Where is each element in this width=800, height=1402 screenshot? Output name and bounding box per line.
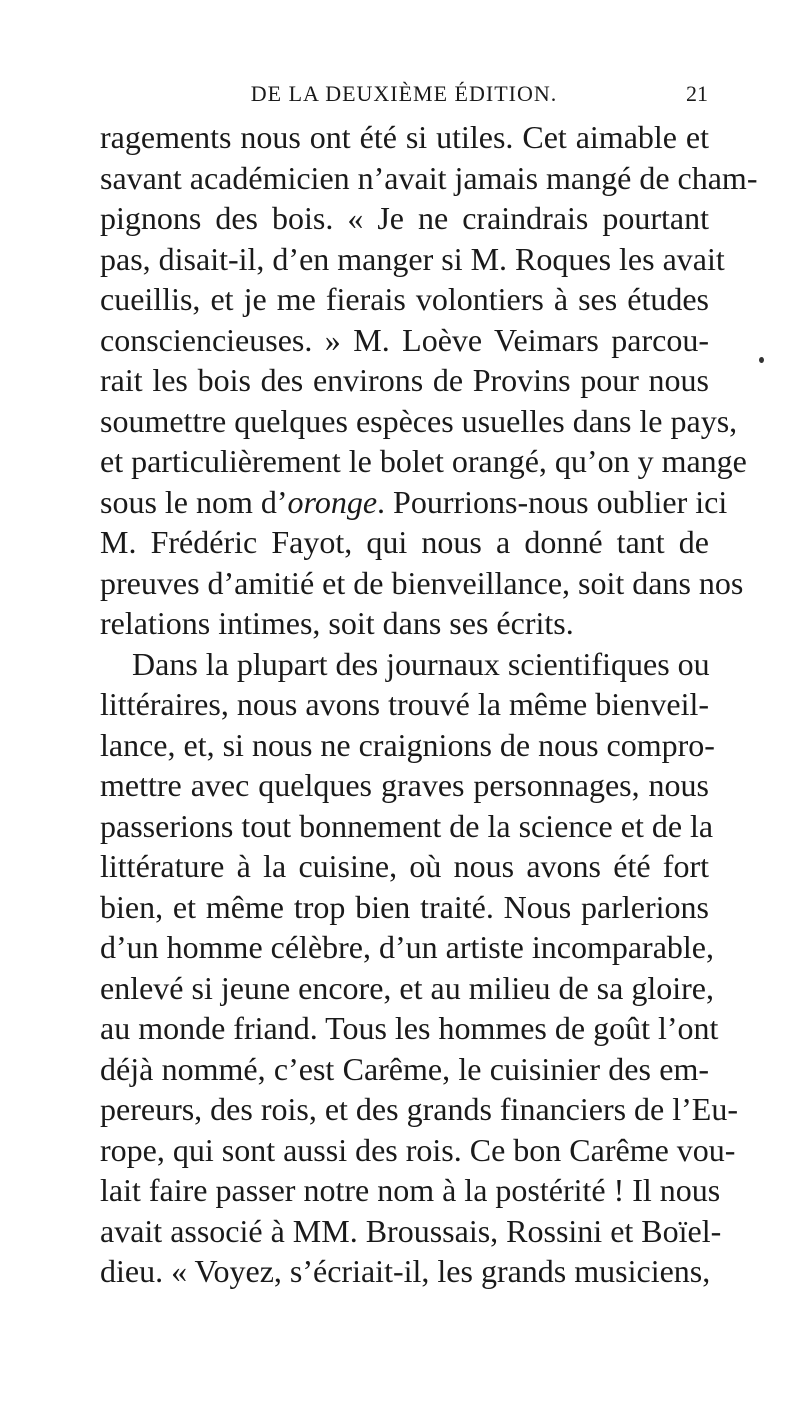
text-line: enlevé si jeune encore, et au milieu de sa gloire,: [100, 969, 714, 1006]
running-title: DE LA DEUXIÈME ÉDITION.: [250, 81, 558, 106]
text-segment: . Pourrions-nous oublier ici: [377, 483, 728, 520]
text-line: avait associé à MM. Broussais, Rossini et Boïel-: [100, 1212, 722, 1249]
text-line: pereurs, des rois, et des grands financiers de l’Eu-: [100, 1091, 738, 1127]
text-line: cueillis, et je me fierais volontiers à ses études: [100, 281, 709, 317]
text-line: soumettre quelques espèces usuelles dans le pays,: [100, 402, 738, 439]
text-line: rope, qui sont aussi des rois. Ce bon Carême vou-: [100, 1131, 736, 1168]
text-line: au monde friand. Tous les hommes de goût l’ont: [100, 1010, 719, 1046]
italic-term: oronge: [287, 483, 378, 520]
body-text: [100, 117, 758, 1292]
text-line: déjà nommé, c’est Carême, le cuisinier des em-: [100, 1050, 709, 1087]
page-number: 21: [686, 81, 708, 106]
text-line-with-italic: [100, 482, 728, 523]
text-line: lance, et, si nous ne craignions de nous compro-: [100, 726, 715, 763]
text-segment: sous le nom d’: [100, 483, 288, 520]
text-line: lait faire passer notre nom à la postérité ! Il nous: [100, 1172, 721, 1208]
text-line: rait les bois des environs de Provins pour nous: [100, 362, 709, 398]
text-line: preuves d’amitié et de bienveillance, soit dans nos: [100, 564, 744, 601]
text-line: mettre avec quelques graves personnages, nous: [100, 767, 709, 803]
text-line: bien, et même trop bien traité. Nous parlerions: [100, 888, 709, 925]
text-line: passerions tout bonnement de la science et de la: [100, 807, 714, 844]
paragraph-start-line: Dans la plupart des journaux scientifiques ou: [132, 645, 710, 682]
text-line: savant académicien n’avait jamais mangé de cham-: [100, 159, 758, 196]
running-head: [100, 79, 708, 109]
text-line: littérature à la cuisine, où nous avons été fort: [100, 848, 709, 884]
text-line: d’un homme célèbre, d’un artiste incomparable,: [100, 929, 714, 965]
text-line: pignons des bois. « Je ne craindrais pourtant: [100, 200, 709, 236]
text-line: consciencieuses. » M. Loève Veimars parcou-: [100, 321, 709, 358]
text-line: M. Frédéric Fayot, qui nous a donné tant de: [100, 524, 709, 560]
text-line: dieu. « Voyez, s’écriait-il, les grands musiciens,: [100, 1253, 711, 1289]
paragraph-end-line: relations intimes, soit dans ses écrits.: [100, 605, 574, 641]
text-line: ragements nous ont été si utiles. Cet aimable et: [100, 119, 709, 155]
text-line: littéraires, nous avons trouvé la même bienveil-: [100, 686, 709, 722]
text-line: pas, disait-il, d’en manger si M. Roques les avait: [100, 240, 725, 277]
print-speck: [759, 357, 764, 363]
text-line: et particulièrement le bolet orangé, qu’on y mange: [100, 443, 747, 479]
